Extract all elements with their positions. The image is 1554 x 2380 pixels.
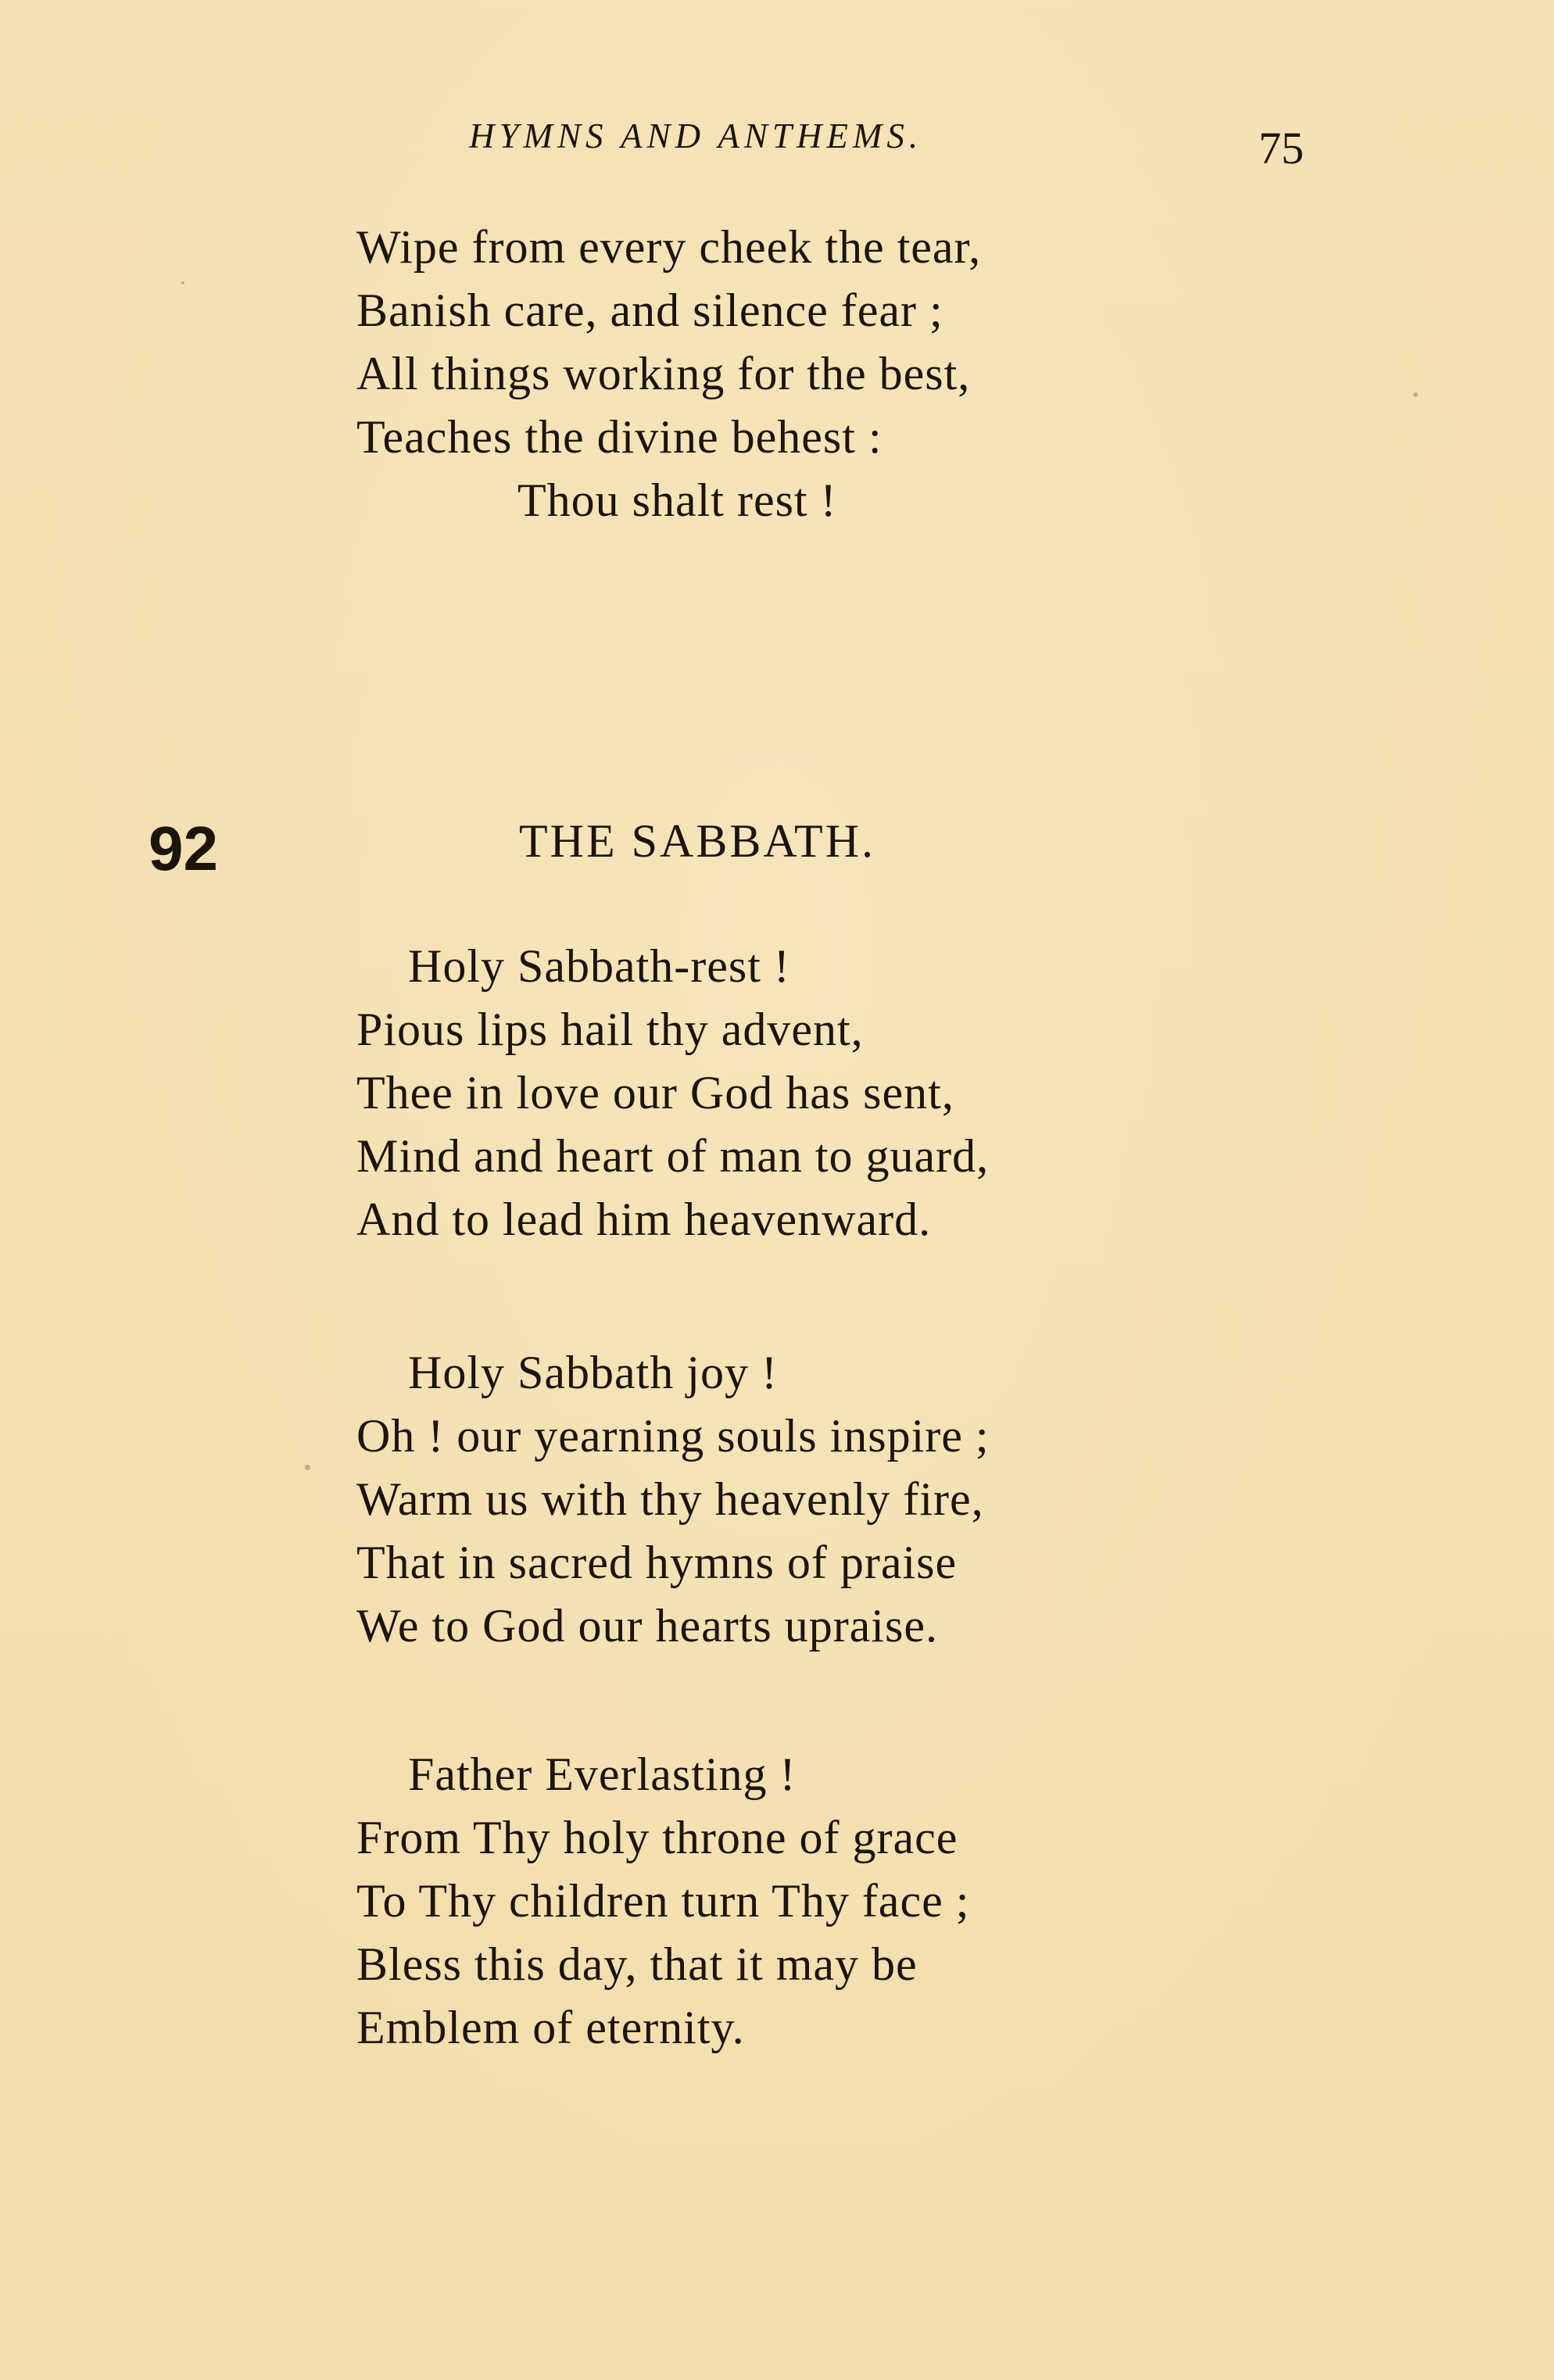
paper-speck bbox=[181, 281, 184, 285]
verse-line: Teaches the divine behest : bbox=[356, 411, 883, 463]
verse-line: Wipe from every cheek the tear, bbox=[356, 221, 982, 273]
verse-line: Mind and heart of man to guard, bbox=[356, 1130, 990, 1182]
verse-line: Thou shalt rest ! bbox=[517, 474, 837, 526]
verse-line: Oh ! our yearning souls inspire ; bbox=[356, 1410, 990, 1462]
running-head: HYMNS AND ANTHEMS. bbox=[469, 116, 923, 156]
verse-line: Bless this day, that it may be bbox=[356, 1938, 918, 1990]
paper-speck bbox=[1413, 392, 1418, 397]
verse-line: From Thy holy throne of grace bbox=[356, 1812, 958, 1863]
page-number: 75 bbox=[1259, 123, 1304, 174]
verse-line: Thee in love our God has sent, bbox=[356, 1067, 954, 1118]
verse-line: All things working for the best, bbox=[356, 348, 971, 399]
hymn-title: THE SABBATH. bbox=[519, 815, 876, 867]
verse-line: Emblem of eternity. bbox=[356, 2002, 745, 2053]
verse-line: Banish care, and silence fear ; bbox=[356, 285, 944, 336]
verse-line: Warm us with thy heavenly fire, bbox=[356, 1473, 984, 1525]
verse-line: We to God our hearts upraise. bbox=[356, 1600, 938, 1652]
verse-line: To Thy children turn Thy face ; bbox=[356, 1875, 970, 1927]
verse-line: Pious lips hail thy advent, bbox=[356, 1004, 864, 1055]
continuation-stanza bbox=[356, 216, 981, 532]
stanza-1 bbox=[356, 935, 989, 1251]
stanza-3 bbox=[356, 1743, 969, 2060]
verse-line: Holy Sabbath-rest ! bbox=[408, 940, 790, 992]
verse-line: Holy Sabbath joy ! bbox=[408, 1347, 778, 1398]
hymn-number: 92 bbox=[149, 814, 218, 883]
verse-line: And to lead him heavenward. bbox=[356, 1194, 932, 1245]
verse-line: That in sacred hymns of praise bbox=[356, 1537, 958, 1588]
paper-speck bbox=[305, 1465, 310, 1470]
verse-line: Father Everlasting ! bbox=[408, 1748, 797, 1800]
stanza-2 bbox=[356, 1341, 990, 1658]
